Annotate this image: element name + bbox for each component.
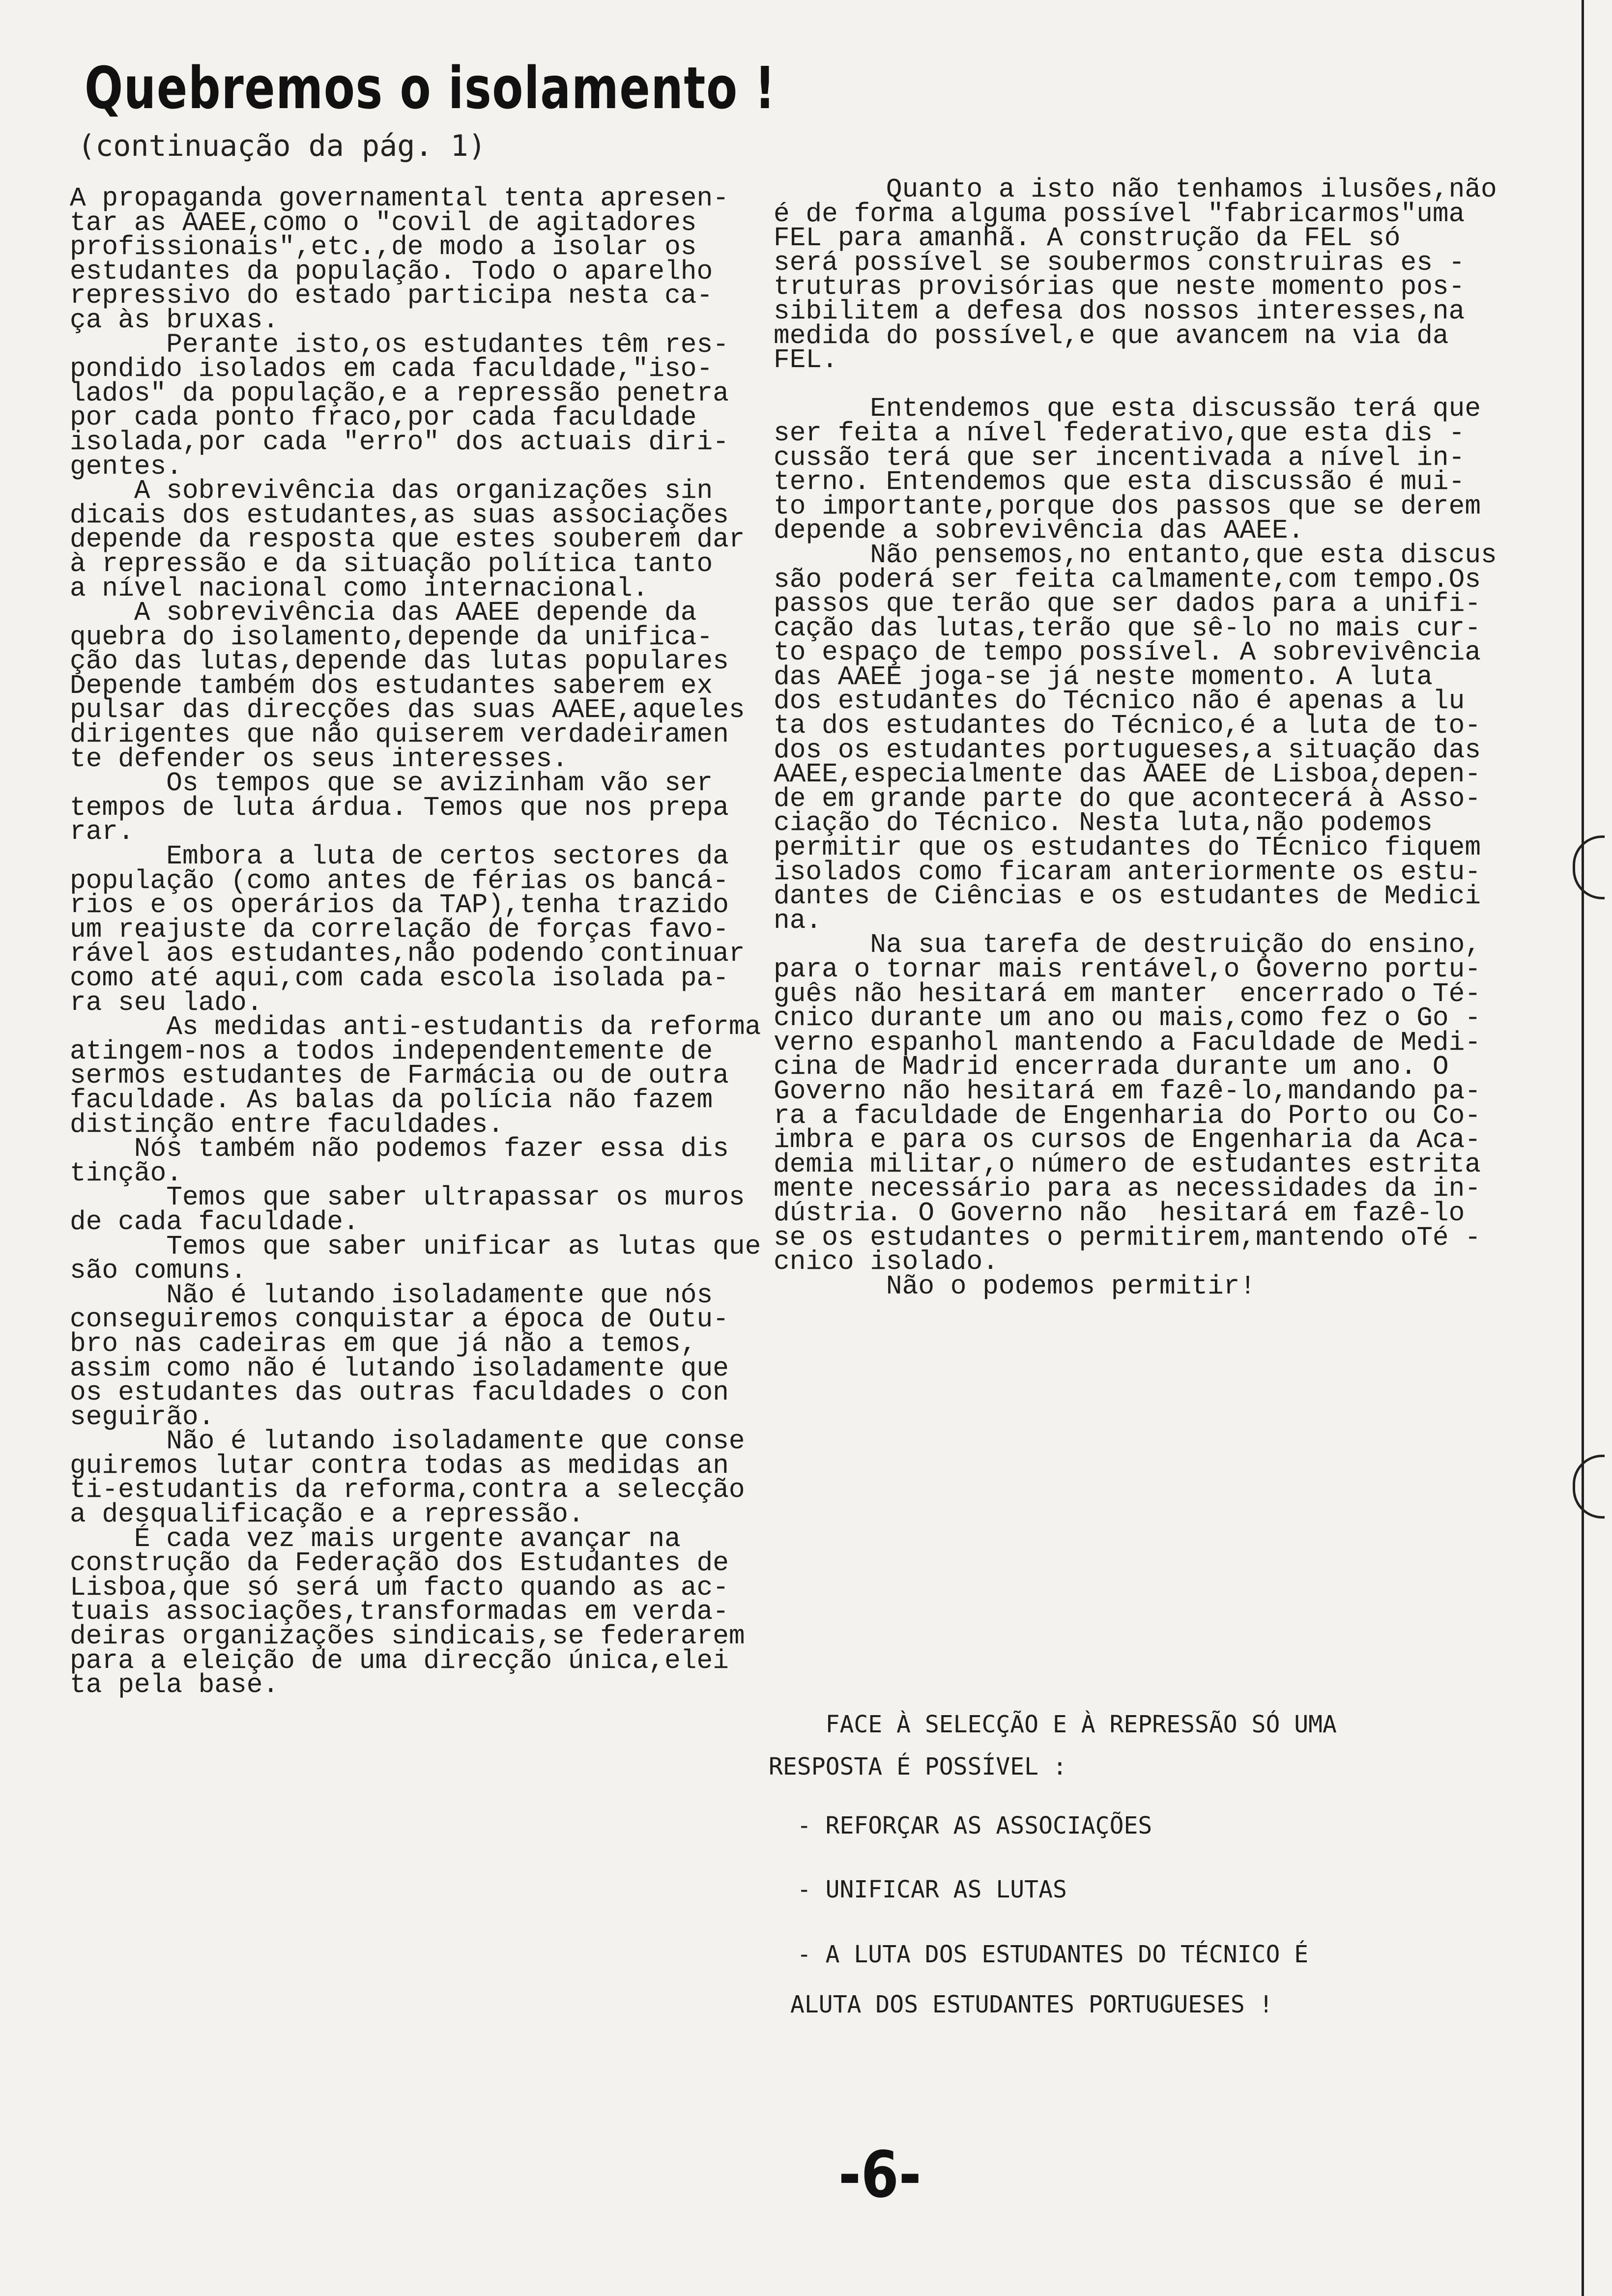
text-line: se os estudantes o permitirem,mantendo oTé - [774,1223,1481,1253]
text-line: ra a faculdade de Engenharia do Porto ou Co- [774,1101,1481,1131]
slogan-intro-line: FACE À SELECÇÃO E À REPRESSÃO SÓ UMA [769,1711,1337,1738]
text-line: por cada ponto fraco,por cada faculdade [70,403,697,433]
slogan-intro-line: RESPOSTA É POSSÍVEL : [769,1753,1067,1780]
text-line: truturas provisórias que neste momento pos- [774,272,1465,303]
text-line: dústria. O Governo não hesitará em fazê-lo [774,1198,1465,1229]
text-line: guês não hesitará em manter encerrado o Té- [774,979,1481,1009]
text-line: tempos de luta árdua. Temos que nos prepa [70,793,729,823]
text-line: Não o podemos permitir! [774,1271,1256,1302]
slogan-item-continuation: ALUTA DOS ESTUDANTES PORTUGUESES ! [790,1991,1273,2018]
text-line: Temos que saber unificar as lutas que [70,1232,761,1262]
text-line: Depende também dos estudantes saberem ex [70,671,713,701]
text-line: das AAEE joga-se já neste momento. A luta [774,662,1433,692]
text-line: é de forma alguma possível "fabricarmos"uma [774,199,1465,230]
text-line: à repressão e da situação política tanto [70,549,713,579]
text-line: lados" da população,e a repressão penetra [70,378,729,409]
text-line: a nível nacional como internacional. [70,574,649,604]
text-line: cina de Madrid encerrada durante um ano. O [774,1052,1449,1083]
text-line: ser feita a nível federativo,que esta dis - [774,418,1465,449]
text-line: ça às bruxas. [70,305,279,336]
text-line: Nós também não podemos fazer essa dis [70,1134,729,1165]
text-line: de cada faculdade. [70,1207,359,1237]
text-line: tuais associações,transformadas em verda- [70,1597,729,1628]
text-line: É cada vez mais urgente avançar na [70,1524,681,1554]
text-line: como até aqui,com cada escola isolada pa- [70,964,729,994]
left-text-column [70,184,797,1701]
text-line: dirigentes que não quiserem verdadeiramen [70,720,729,750]
text-line: guiremos lutar contra todas as medidas an [70,1451,729,1481]
text-line: Não é lutando isoladamente que nós [70,1280,713,1311]
text-line [774,373,1575,398]
article-title: Quebremos o isolamento ! [85,54,776,122]
text-line: depende da resposta que estes souberem dar [70,525,745,555]
text-line: Governo não hesitará em fazê-lo,mandando pa- [774,1076,1481,1107]
text-line: sermos estudantes de Farmácia ou de outra [70,1061,729,1091]
text-line: quebra do isolamento,depende da unifica- [70,622,713,653]
text-line: isolada,por cada "erro" dos actuais diri- [70,427,729,458]
text-line: A propaganda governamental tenta apresen- [70,184,729,214]
text-line: de em grande parte do que acontecerá à Asso- [774,784,1481,814]
text-line: ciação do Técnico. Nesta luta,não podemos [774,808,1433,839]
slogan-item: - REFORÇAR AS ASSOCIAÇÕES [769,1812,1152,1839]
text-line: conseguiremos conquistar a época de Outu- [70,1305,729,1335]
text-line: deiras organizações sindicais,se federarem [70,1622,745,1652]
text-line: são comuns. [70,1256,247,1287]
text-line: tar as AAEE,como o "covil de agitadores [70,208,697,238]
text-line: na. [774,906,822,936]
text-line: ta pela base. [70,1670,279,1701]
text-line: A sobrevivência das organizações sin [70,476,713,507]
text-line: permitir que os estudantes do TÉcnico fiquem [774,833,1481,863]
text-line: pulsar das direcções das suas AAEE,aqueles [70,695,745,726]
text-line: ti-estudantis da reforma,contra a selecção [70,1475,745,1506]
text-line: cação das lutas,terão que sê-lo no mais cur- [774,613,1481,644]
text-line: Não pensemos,no entanto,que esta discus [774,540,1497,571]
text-line: assim como não é lutando isoladamente que [70,1353,729,1384]
text-line: Não é lutando isoladamente que conse [70,1427,745,1457]
text-line: rios e os operários da TAP),tenha trazido [70,890,729,921]
text-line: ção das lutas,depende das lutas populares [70,647,729,677]
slogan-box [769,1710,1535,2019]
text-line: A sobrevivência das AAEE depende da [70,598,697,629]
slogan-item: - UNIFICAR AS LUTAS [769,1876,1067,1903]
text-line: população (como antes de férias os bancá- [70,866,729,896]
text-line: profissionais",etc.,de modo a isolar os [70,232,697,263]
margin-bracket-mark [1573,1455,1605,1519]
text-line: FEL para amanhã. A construção da FEL só [774,224,1401,254]
margin-bracket-mark [1573,835,1605,899]
text-line: gentes. [70,452,182,482]
text-line: demia militar,o número de estudantes estrita [774,1149,1481,1180]
text-line: imbra e para os cursos de Engenharia da Aca- [774,1125,1481,1156]
text-line: to importante,porque dos passos que se derem [774,491,1481,522]
text-line: dos estudantes do Técnico não é apenas a lu [774,687,1465,717]
text-line: repressivo do estado participa nesta ca- [70,281,713,312]
text-line: distinção entre faculdades. [70,1110,504,1140]
text-line: seguirão. [70,1402,215,1433]
text-line: será possível se soubermos construiras es - [774,248,1465,278]
text-line: passos que terão que ser dados para a unifi- [774,589,1481,620]
text-line: um reajuste da correlação de forças favo- [70,915,729,945]
text-line: são poderá ser feita calmamente,com tempo.Os [774,565,1481,595]
page-number: -6- [838,2137,921,2212]
text-line: to espaço de tempo possível. A sobrevivência [774,638,1481,668]
text-line: rar. [70,817,134,848]
text-line: Quanto a isto não tenhamos ilusões,não [774,175,1497,205]
text-line: Temos que saber ultrapassar os muros [70,1183,745,1213]
text-line: isolados como ficaram anteriormente os estu- [774,857,1481,888]
text-line: depende a sobrevivência das AAEE. [774,516,1304,546]
text-line: cnico isolado. [774,1247,999,1278]
text-line: ta dos estudantes do Técnico,é a luta de to- [774,711,1481,742]
text-line: verno espanhol mantendo a Faculdade de Medi- [774,1028,1481,1058]
text-line: terno. Entendemos que esta discussão é mui- [774,467,1465,498]
text-line: os estudantes das outras faculdades o con [70,1378,729,1408]
text-line: ra seu lado. [70,988,263,1018]
text-line: atingem-nos a todos independentemente de [70,1036,713,1067]
text-line: estudantes da população. Todo o aparelho [70,257,713,287]
text-line: medida do possível,e que avancem na via da [774,321,1449,351]
text-line: para o tornar mais rentável,o Governo portu- [774,955,1481,985]
text-line: FEL. [774,345,838,376]
text-line: faculdade. As balas da polícia não fazem [70,1085,713,1116]
text-line: cussão terá que ser incentivada a nível in- [774,443,1465,473]
text-line: AAEE,especialmente das AAEE de Lisboa,depen- [774,760,1481,790]
text-line: cnico durante um ano ou mais,como fez o Go - [774,1004,1481,1034]
text-line: para a eleição de uma direcção única,elei [70,1646,729,1676]
text-line: pondido isolados em cada faculdade,"iso- [70,354,713,385]
slogan-item: - A LUTA DOS ESTUDANTES DO TÉCNICO É [769,1941,1309,1968]
text-line: bro nas cadeiras em que já não a temos, [70,1329,697,1359]
text-line: construção da Federação dos Estudantes de [70,1549,729,1579]
text-line: a desqualificação e a repressão. [70,1500,584,1530]
text-line: sibilitem a defesa dos nossos interesses,na [774,296,1465,327]
text-line: tinção. [70,1158,182,1189]
text-line: Os tempos que se avizinham vão ser [70,769,713,799]
text-line: dos os estudantes portugueses,a situação das [774,735,1481,766]
text-line: rável aos estudantes,não podendo continuar [70,939,745,970]
text-line: Perante isto,os estudantes têm res- [70,330,729,360]
page-edge-rule [1582,0,1584,2296]
right-text-column [774,175,1575,1302]
text-line: Lisboa,que só será um facto quando as ac- [70,1573,729,1603]
text-line: Embora a luta de certos sectores da [70,842,729,872]
text-line: As medidas anti-estudantis da reforma [70,1012,761,1043]
text-line: te defender os seus interesses. [70,744,568,775]
text-line: dicais dos estudantes,as suas associações [70,500,729,531]
text-line: dantes de Ciências e os estudantes de Medici [774,882,1481,912]
text-line: Entendemos que esta discussão terá que [774,394,1481,425]
text-line: Na sua tarefa de destruição do ensino, [774,930,1481,961]
article-subtitle: (continuação da pág. 1) [78,129,486,163]
text-line: mente necessário para as necessidades da in- [774,1174,1481,1205]
